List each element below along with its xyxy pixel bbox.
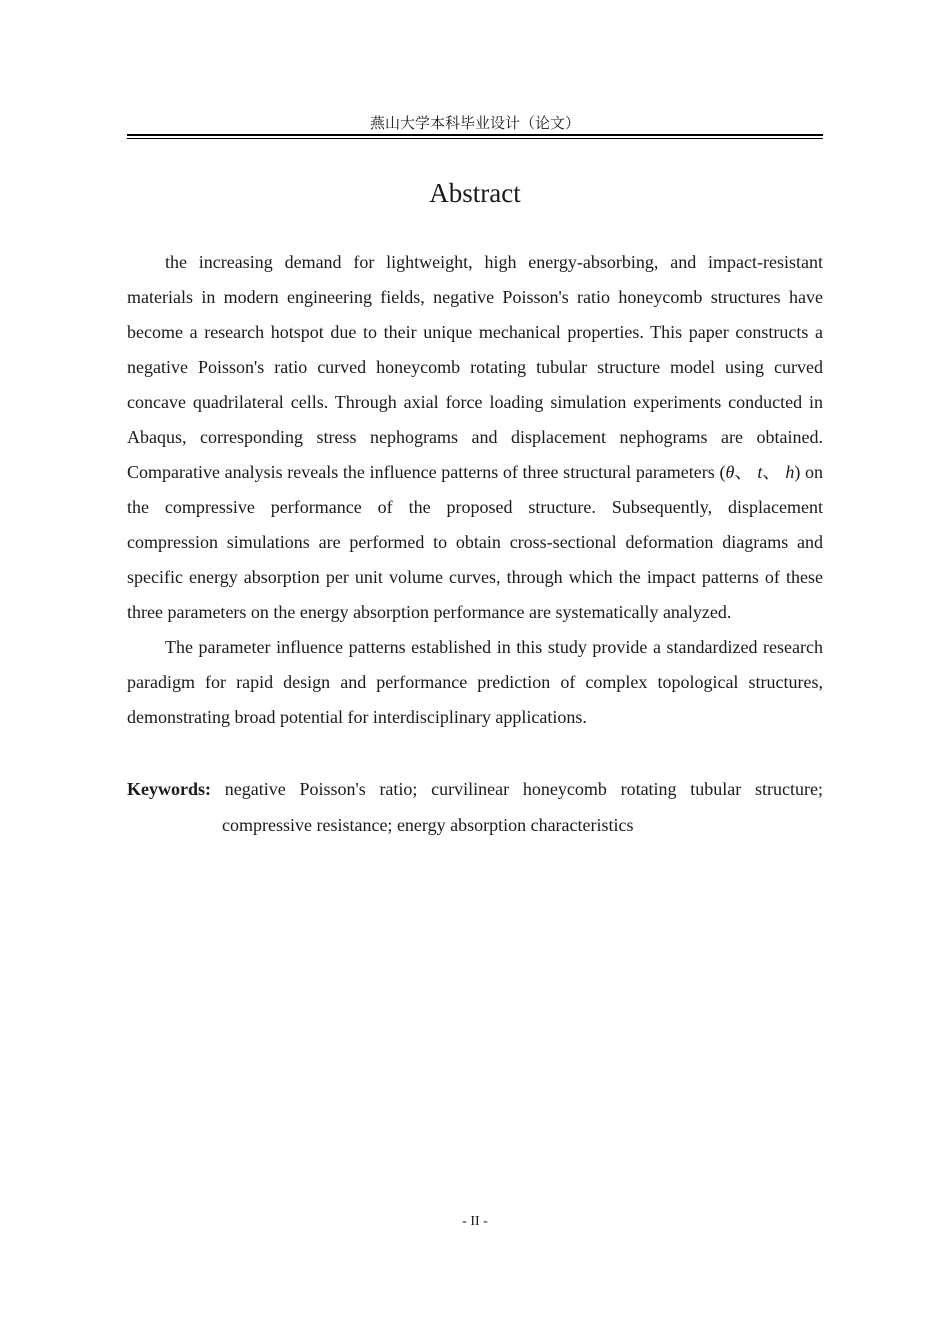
h-symbol: h: [785, 462, 795, 482]
separator-1: 、: [734, 462, 758, 482]
abstract-paragraph-2: The parameter influence patterns established in this study provide a standardized research paradigm for rapid design and performance prediction of complex topological structures, demonstrating broad potential for interdisciplinary applications.: [127, 637, 823, 727]
t-symbol: t: [757, 462, 763, 482]
page-number: - II -: [462, 1214, 488, 1229]
separator-2: 、: [762, 462, 786, 482]
page-title: Abstract: [429, 178, 521, 208]
running-header: 燕山大学本科毕业设计（论文）: [369, 114, 580, 132]
paragraph-1-part-1: the increasing demand for lightweight, high energy-absorbing, and impact-resistant materials in modern engineering fields, negative Poisson's ratio honeycomb structures have become a research hotspot due to their unique mechanical properties. This paper constructs a negative Poisson's ratio curved honeycomb rotating tubular structure model using curved concave quadrilateral cells. Through axial force loading simulation experiments conducted in Abaqus, corresponding stress nephograms and displacement nephograms are obtained. Comparative analysis reveals the influence patterns of three structural parameters (: [127, 252, 823, 482]
theta-symbol: θ: [725, 462, 735, 482]
keywords-text: negative Poisson's ratio; curvilinear honeycomb rotating tubular structure; compressive resistance; energy absorption characteristics: [222, 779, 823, 835]
abstract-body: [127, 245, 823, 735]
abstract-paragraph-1: [127, 245, 823, 630]
paragraph-1-part-2: ) on the compressive performance of the proposed structure. Subsequently, displacement compression simulations are performed to obtain cross-sectional deformation diagrams and specific energy absorption per unit volume curves, through which the impact patterns of these three parameters on the energy absorption performance are systematically analyzed.: [127, 462, 824, 622]
header-rule-thin: [127, 138, 823, 139]
keywords-label: Keywords:: [127, 779, 211, 799]
keywords-block: [127, 771, 823, 843]
header-rule-thick: [127, 134, 823, 136]
